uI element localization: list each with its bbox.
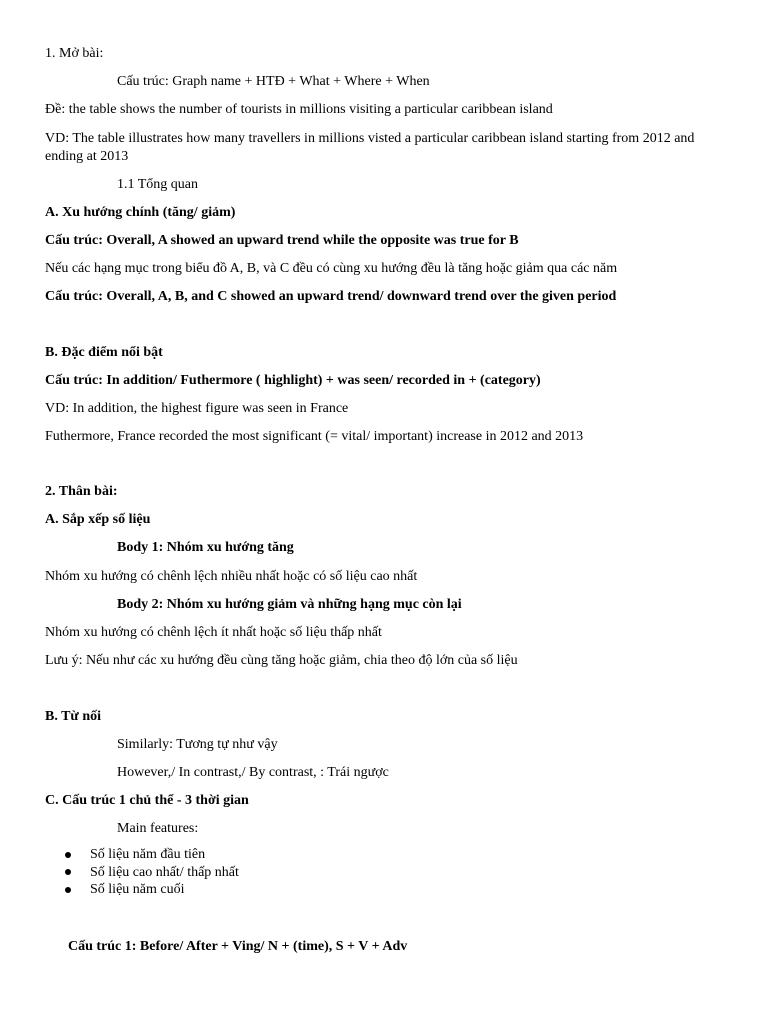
highlight-example-1: VD: In addition, the highest figure was seen in France (45, 401, 349, 416)
bullet-icon (65, 852, 71, 858)
structure-heading: C. Cấu trúc 1 chủ thể - 3 thời gian (45, 793, 249, 808)
bullet-icon (65, 869, 71, 875)
main-features-list (45, 846, 239, 899)
overview-heading: 1.1 Tổng quan (117, 177, 199, 192)
linking-however: However,/ In contrast,/ By contrast, : Trái ngược (117, 765, 389, 780)
section1-structure: Cấu trúc: Graph name + HTĐ + What + Where + When (117, 74, 430, 89)
list-item: Số liệu cao nhất/ thấp nhất (45, 864, 239, 882)
section1-heading: 1. Mở bài: (45, 46, 104, 61)
highlight-example-2: Futhermore, France recorded the most significant (= vital/ important) increase in 2012 and 2013 (45, 429, 584, 444)
section2-note: Lưu ý: Nếu như các xu hướng đều cùng tăng hoặc giảm, chia theo độ lớn của số liệu (45, 653, 518, 668)
trend-note: Nếu các hạng mục trong biểu đồ A, B, và C đều có cùng xu hướng đều là tăng hoặc giảm qua các năm (45, 261, 618, 276)
linking-similarly: Similarly: Tương tự như vậy (117, 737, 278, 752)
trend-structure-1: Cấu trúc: Overall, A showed an upward trend while the opposite was true for B (45, 233, 519, 248)
list-item: Số liệu năm cuối (45, 881, 239, 899)
body2-note: Nhóm xu hướng có chênh lệch ít nhất hoặc số liệu thấp nhất (45, 625, 382, 640)
section2-heading: 2. Thân bài: (45, 484, 118, 499)
body1-note: Nhóm xu hướng có chênh lệch nhiều nhất hoặc có số liệu cao nhất (45, 569, 418, 584)
highlight-heading: B. Đặc điểm nổi bật (45, 345, 163, 360)
highlight-structure: Cấu trúc: In addition/ Futhermore ( highlight) + was seen/ recorded in + (category) (45, 373, 541, 388)
list-item: Số liệu năm đầu tiên (45, 846, 239, 864)
main-features-label: Main features: (117, 821, 199, 836)
trend-heading: A. Xu hướng chính (tăng/ giảm) (45, 205, 236, 220)
section1-example: VD: The table illustrates how many travellers in millions visted a particular caribbean island starting from 2012 and ending at 2013 (45, 131, 695, 164)
body1-heading: Body 1: Nhóm xu hướng tăng (117, 540, 294, 555)
body2-heading: Body 2: Nhóm xu hướng giảm và những hạng mục còn lại (117, 597, 462, 612)
structure-1: Cấu trúc 1: Before/ After + Ving/ N + (time), S + V + Adv (68, 939, 408, 954)
bullet-icon (65, 887, 71, 893)
trend-structure-2: Cấu trúc: Overall, A, B, and C showed an upward trend/ downward trend over the given period (45, 289, 617, 304)
linking-heading: B. Từ nối (45, 709, 101, 724)
arrange-heading: A. Sắp xếp số liệu (45, 512, 151, 527)
section1-prompt: Đề: the table shows the number of tourists in millions visiting a particular caribbean island (45, 102, 553, 117)
